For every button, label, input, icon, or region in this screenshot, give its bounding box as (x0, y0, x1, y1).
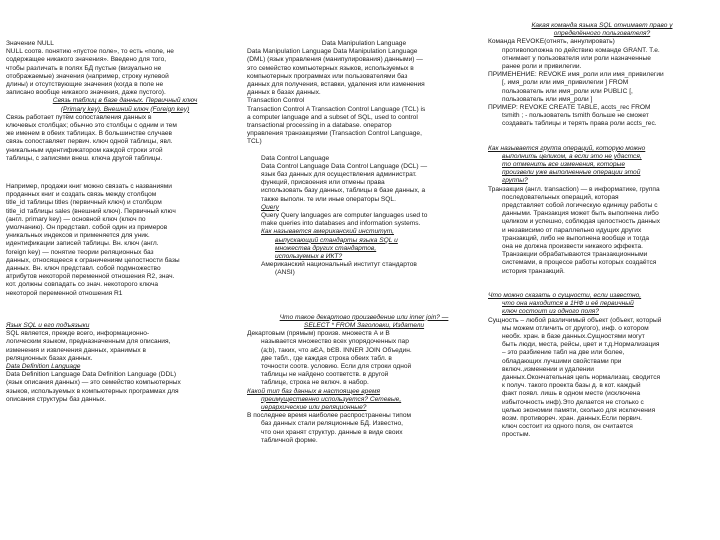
text-line: Транзакции обрабатываются транзакционными (502, 251, 648, 259)
nf-question: что она находится в 1НФ и её первичный (502, 300, 634, 308)
text-line: SQL является, прежде всего, информационно- (6, 330, 150, 338)
text-line: табличной форме. (261, 436, 318, 444)
text-line: (a;b), таких, что aЄA, bЄB. INNER JOIN Объедин. (261, 346, 412, 354)
text-line: атрибутов некоторой переменной отношения R2, знач. (6, 273, 175, 281)
text-line: Транзакция (англ. transaction) — в информатике, группа (488, 185, 660, 193)
text-line: Transaction Control A Transaction Control Language (TCL) is (247, 105, 426, 113)
text-line: отображаемые) значения (например, строку нулевой (6, 72, 169, 80)
text-line: Data Definition Language Data Definition Language (DDL) (6, 371, 177, 379)
column-middle (247, 0, 481, 445)
text-line: обладающих лучшими свойствами при (502, 357, 622, 365)
link-heading: (Primary key). Внешний ключ (Foreign key) (60, 105, 190, 113)
text-line: Сущность – любой различимый объект (объект, который (488, 316, 662, 324)
text-line: таблицы не найдено соответств. в другой (261, 371, 389, 379)
text-line: уникальных индексов и применяется для уник. (6, 232, 150, 240)
column-right (488, 0, 716, 440)
trans-question: произвели уже выполненные операции этой (502, 169, 641, 177)
dcl-block (247, 155, 481, 278)
revoke-question: Какая команда языка SQL отнимает право у (531, 22, 673, 29)
text-line: называется множество всех упорядоченных пар (261, 338, 409, 346)
text-line: целью экономии памяти, сколько для исключения (502, 406, 656, 414)
text-line: Data Manipulation Language Data Manipulation Language (247, 48, 418, 56)
text-line: Команда REVOKE(отнять, аннулировать) (488, 38, 615, 46)
text-line: также выполн. те или иные операторы SQL. (261, 195, 396, 203)
text-line: отнимает у пользователя или роли назначенные (502, 54, 651, 62)
tcl-heading: Transaction Control (247, 97, 305, 105)
text-line: Декартовым (прямым) произв. множеств А и В (247, 330, 390, 338)
dbtype-question: иерархические или реляционные? (261, 403, 367, 411)
text-line: ключевых столбцах; обычно это столбцы с одним и тем (6, 122, 177, 130)
dcl-heading: Data Control Language (261, 154, 330, 162)
text-line: пользователь или имя_роли ] (502, 95, 593, 103)
text-line: таблицы, с записями внеш. ключа другой таблицы. (6, 154, 163, 162)
text-line: Связь работает путём сопоставления данных в (6, 113, 152, 121)
text-line: пользователь или имя_роли или PUBLIC [, (502, 87, 633, 95)
text-line: title_id таблицы titles (первичный ключ) и столбцом (6, 199, 162, 207)
text-line: make queries into databases and information systems. (261, 220, 421, 228)
text-line: уникальным идентификатором каждой строки этой (6, 146, 163, 154)
text-line: проданных книг и создать связь между столбцом (6, 191, 157, 199)
trans-question: то отменить все изменения, которые (502, 161, 626, 169)
ansi-question: Как называется американский институт, (261, 228, 395, 236)
text-line: функций, присвоения или отмены права (261, 179, 385, 187)
text-line: transactional processing in a database. оператор (247, 122, 392, 130)
text-line: кот. должны совпадать со знач. некоторого ключа (6, 281, 159, 289)
text-line: возм. противореч. хран. данных.Если первич. (502, 414, 642, 422)
text-line: [, имя_роли или имя_привилегии ] FROM (502, 79, 629, 87)
text-line: последовательных операций, которая (502, 193, 619, 201)
text-line: tsmith ; - пользователь tsmith больше не сможет (502, 112, 649, 120)
dbtype-question: преимущественно используется? Сетевые, (261, 395, 402, 403)
text-line: баз данных стали реляционные БД. Известно, (261, 420, 403, 428)
text-line: идентификации записей таблицы. Вн. ключ (англ. (6, 240, 159, 248)
text-line: описания структуры баз данных. (6, 395, 107, 403)
column-left (6, 0, 244, 404)
text-line: целиком и успешно, соблюдая целостность данных (502, 218, 661, 226)
text-line: транзакций, либо не выполнена вообще и тогда (502, 234, 650, 242)
ansi-question: выпускающий стандарты языка SQL и (275, 236, 398, 244)
text-line: некоторой переменной отношения R1 (6, 289, 123, 297)
text-line: языков, используемых в компьютерных программах для (6, 387, 179, 395)
text-line: title_id таблицы sales (внешний ключ). Первичный ключ (6, 207, 176, 215)
text-line: мы можем отличить от другого), инф. о котором (502, 324, 649, 332)
text-line: таблице, строка не включ. в набор. (261, 379, 369, 387)
text-line: NULL соотв. понятию «пустое поле», то есть «поле, не (6, 48, 174, 56)
text-line: простым. (502, 431, 531, 439)
text-line: и независимо от параллельно идущих других (502, 226, 642, 234)
text-line: факт появл. лишь в одном месте (исключена (502, 390, 641, 398)
text-line: же именем в обеих таблицах. В большинстве случаев (6, 130, 173, 138)
text-line: Query Query languages are computer languages used to (261, 212, 428, 220)
text-line: содержащее никакого значения». Введено для того, (6, 56, 167, 64)
text-line: ПРИМЕНЕНИЕ: REVOKE имя_роли или имя_привилегии (488, 71, 664, 79)
text-line: связь сопоставляет первич. ключ одной таблицы, явл. (6, 138, 173, 146)
text-line: foreign key) — понятие теории реляционных баз (6, 248, 154, 256)
text-line: язык баз данных для осуществления администрат. (261, 171, 417, 179)
ansi-question: используемых в ИКТ? (275, 253, 343, 261)
text-line: использовать базу данных, таблицы в базе данных, а (261, 187, 426, 195)
text-line: компьютерных программах или пользователями баз (247, 72, 408, 80)
text-line: – это разбиение табл на две или более, (502, 349, 625, 357)
text-line: она не должна произвести никакого эффекта. (502, 243, 643, 251)
text-line: Data Control Language Data Control Language (DCL) — (261, 162, 428, 170)
text-line: данных. Вн. ключ представл. собой подмножество (6, 265, 161, 273)
text-line: быть люди, места, рейсы, цвет и т.д.Нормализация (502, 341, 660, 349)
text-line: данных, относящееся к ограничениям целостности базы (6, 256, 180, 264)
text-line: представляет собой логическую единицу работы с (502, 202, 658, 210)
trans-question: Как называется группа операций, которую можно (488, 144, 646, 152)
text-line: (англ. primary key) — основной ключ (ключ по (6, 215, 146, 223)
trans-question: группы? (502, 177, 528, 185)
text-line: необх. хран. в базе данных.Сущностями могут (502, 332, 645, 340)
link-heading: Связь таблиц в базе данных. Первичный ключ (52, 97, 198, 105)
text-line: две табл., где каждая строка обеих табл. в (261, 354, 392, 362)
text-line: изменения и извлечения данных, хранимых в (6, 346, 146, 354)
text-line: точности соотв. условию. Если для строки одной (261, 362, 412, 370)
text-line: данных.Окончательная цель нормализац. сводится (502, 373, 661, 381)
dml-heading: Data Manipulation Language (321, 40, 407, 47)
text-line: В последнее время наиболее распространены типом (247, 412, 412, 420)
text-line: (ANSI) (275, 269, 295, 277)
ddl-heading: Data Definition Language (6, 362, 81, 370)
text-line: (язык описания данных) — это семейство компьютерных (6, 379, 181, 387)
text-line: Например, продажи книг можно связать с названиями (6, 183, 172, 191)
cross-question: Что такое декартово произведение или inner join? — (279, 313, 449, 321)
nf-question: Что можно сказать о сущности, если известно, (488, 291, 642, 299)
text-line: ранее роли и привилегии. (502, 63, 582, 71)
nf-question: ключ состоит из одного поля? (502, 308, 599, 316)
text-line: реляционных базах данных. (6, 354, 93, 362)
query-heading: Query (261, 203, 279, 211)
cross-question: SELECT * FROM Заголовки, Издатели (303, 321, 425, 329)
text-line: управления транзакциями (Transaction Control Language, (247, 130, 422, 138)
text-line: данными. Транзакция может быть выполнена либо (502, 210, 659, 218)
text-line: записано вообще никакого значения, даже пустого). (6, 89, 166, 97)
text-line: включ.,изменении и удалении (502, 365, 594, 373)
text-line: длины) и отсутствующие значения (когда в поле не (6, 81, 164, 89)
sql-heading: Язык SQL и его подъязыки (6, 321, 90, 329)
null-heading: Значение NULL (6, 40, 54, 47)
ansi-question: множества других стандартов, (275, 244, 377, 252)
text-line: создавать таблицы и терять права роли accts_rec. (502, 120, 657, 128)
text-line: избыточность инф).Это делается не столько с (502, 398, 644, 406)
text-line: TCL) (247, 138, 262, 146)
text-line: данных для получения, вставки, удаления или изменения (247, 81, 425, 89)
text-line: (DML) (язык управления (манипулирования) данными) — (247, 56, 423, 64)
text-line: это семейство компьютерных языков, используемых в (247, 64, 414, 72)
text-line: логическим языком, предназначенным для описания, (6, 338, 171, 346)
text-line: системами, в процессе работы которых создаётся (502, 259, 657, 267)
text-line: Американский национальный институт стандартов (261, 261, 417, 269)
text-line: что они хранят структур. данные в виде своих (261, 428, 403, 436)
text-line: противоположна по действию команде GRANT. Т.е. (502, 46, 660, 54)
text-line: чтобы различать в полях БД пустые (визуально не (6, 64, 162, 72)
text-line: история транзакций. (502, 267, 565, 275)
text-line: ПРИМЕР: REVOKE CREATE TABLE, accts_rec FROM (488, 104, 651, 112)
text-line: к получ. такого проекта базы д. в кот. каждый (502, 382, 641, 390)
trans-question: выполнить целиком, а если это не удастся, (502, 152, 642, 160)
text-line: умолчанию). Он представл. собой один из примеров (6, 224, 168, 232)
revoke-question: определённого пользователя? (553, 30, 651, 38)
text-line: данных в базах данных. (247, 89, 321, 97)
text-line: ключ состоит из одного поля, он считается (502, 423, 633, 431)
dbtype-question: Какой тип баз данных в настоящее время (247, 387, 380, 395)
text-line: a computer language and a subset of SQL, used to control (247, 113, 418, 121)
